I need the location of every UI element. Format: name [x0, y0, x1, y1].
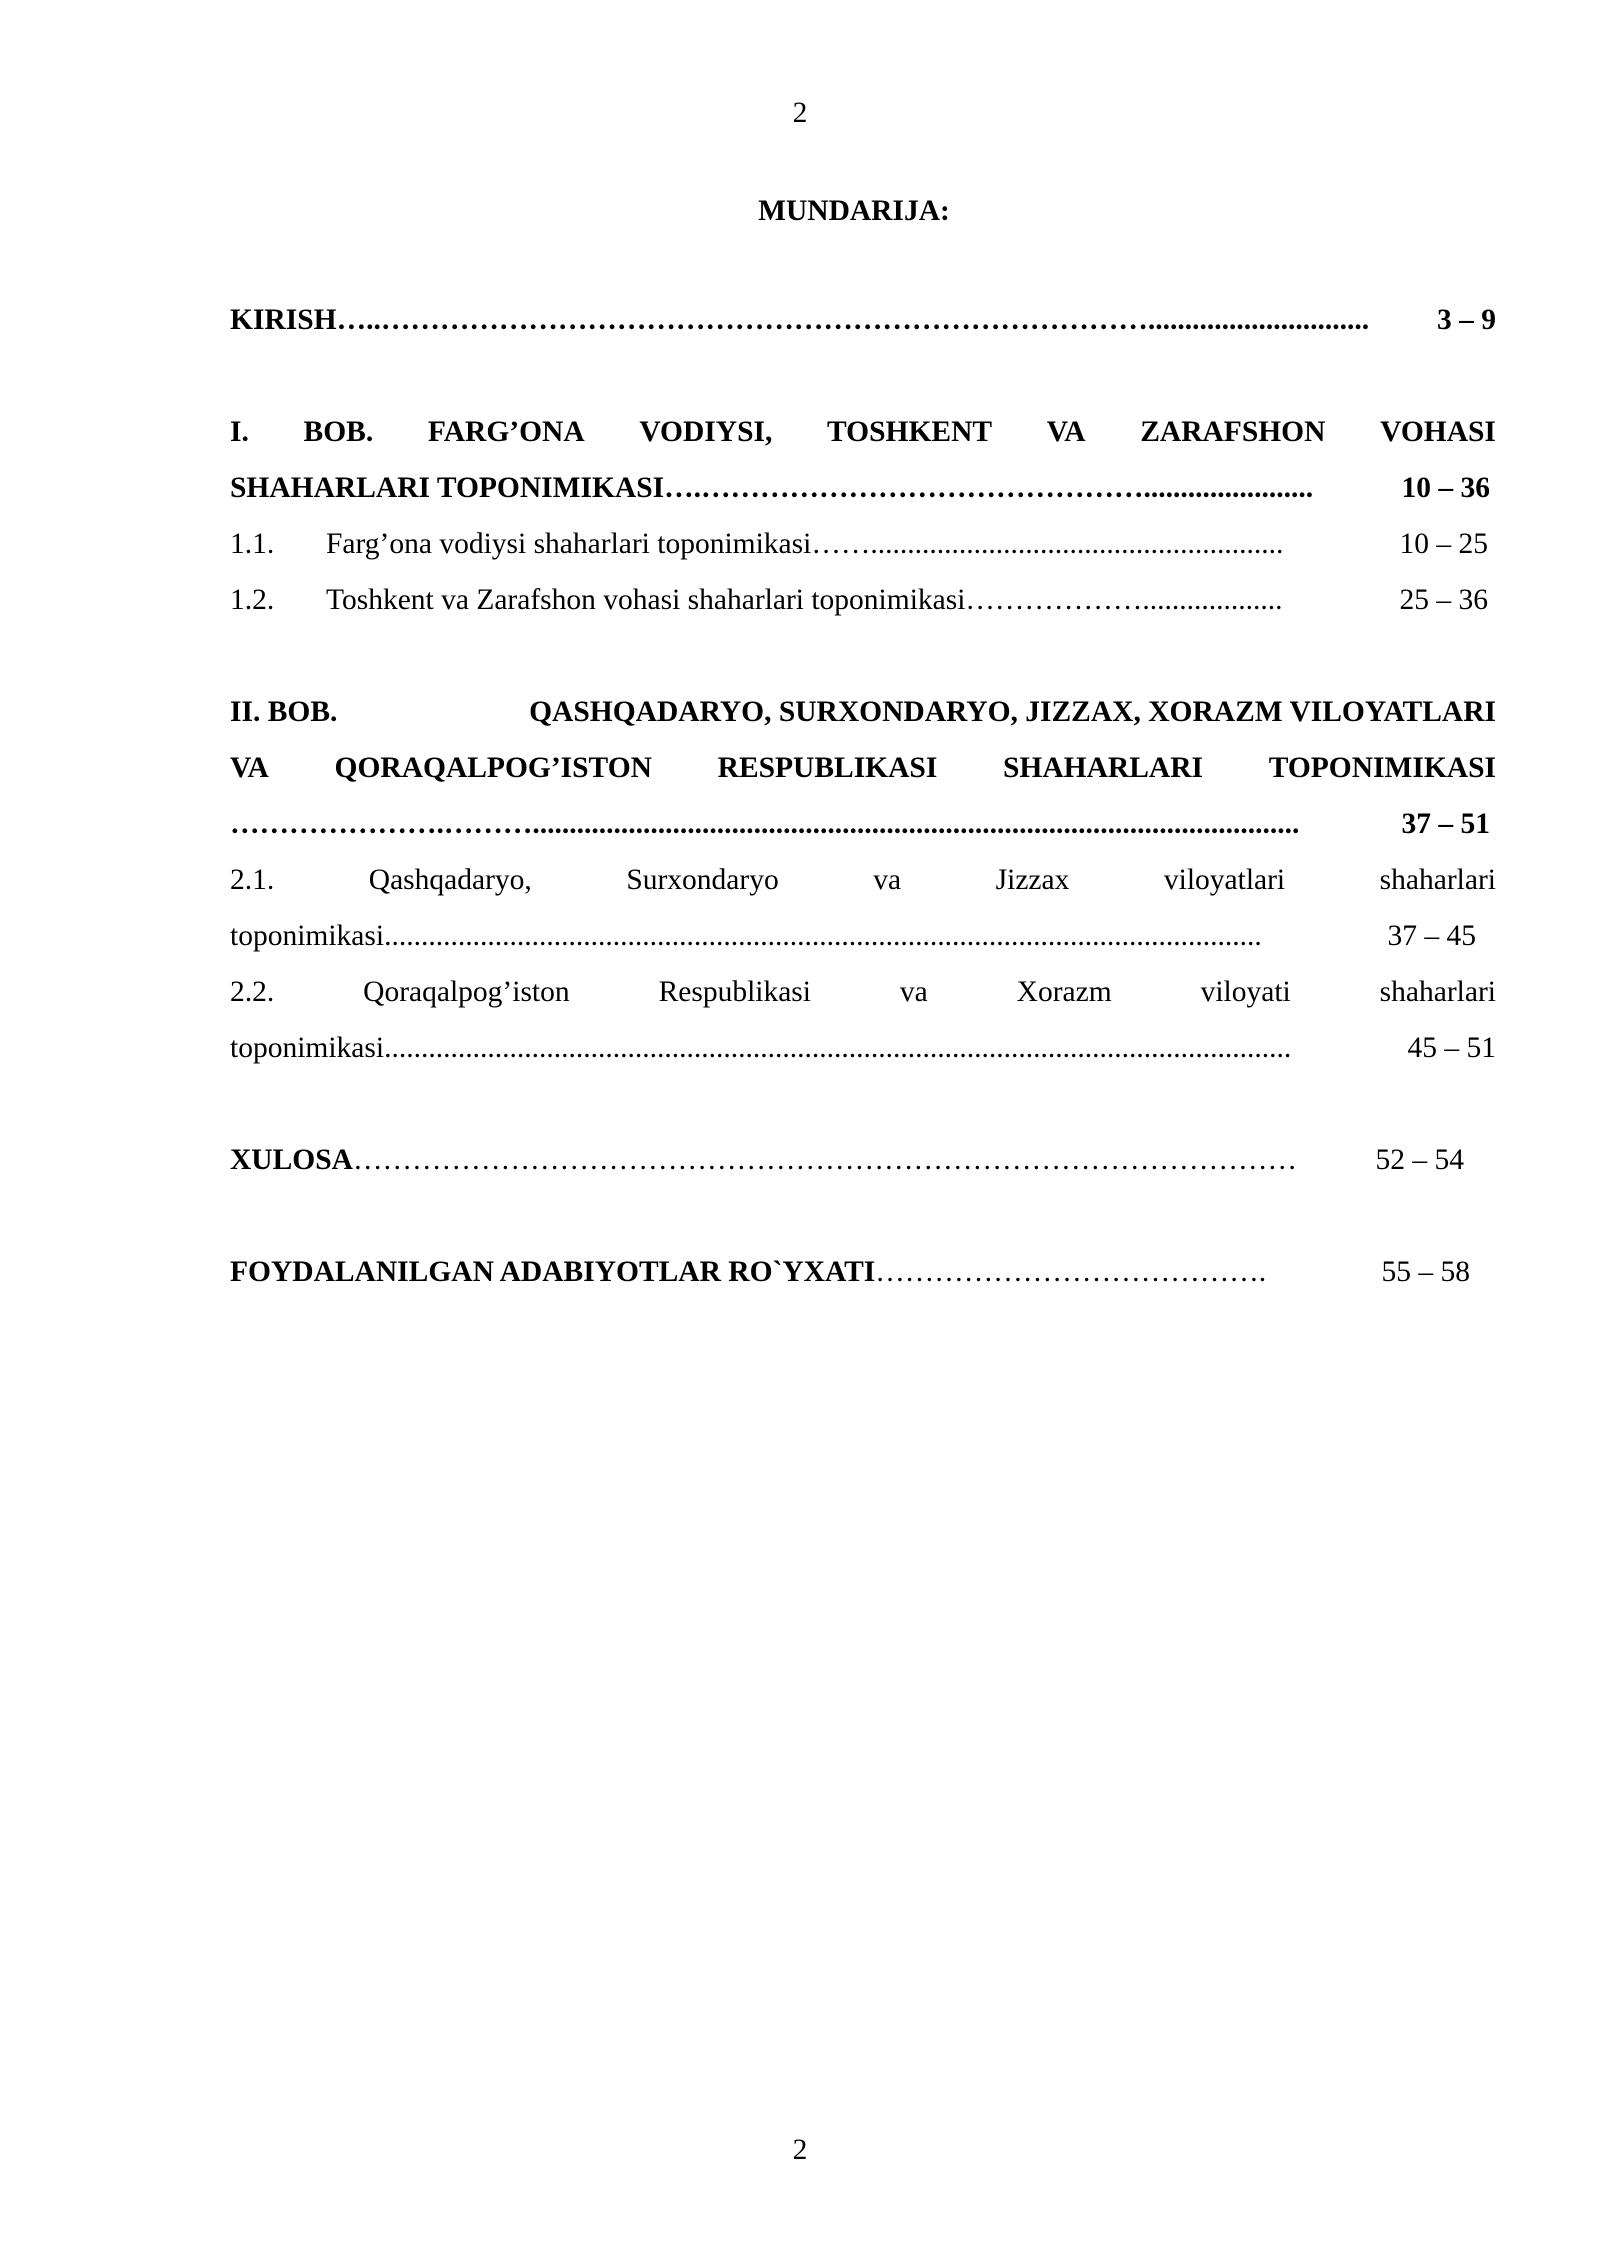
chapter1-heading-line2	[230, 468, 1490, 508]
toc-entry-1-2	[230, 580, 1488, 620]
kirish-leader-dots: …..……………………………………………………………………..............................	[336, 304, 1370, 336]
chapter2-heading-line1	[230, 692, 1496, 732]
chapter1-leader-dots: ….……………………………………….......................	[664, 472, 1314, 504]
chapter1-word: VOHASI	[1380, 416, 1496, 448]
chapter2-pages: 37 – 51	[1401, 808, 1490, 840]
xulosa-pages: 52 – 54	[1375, 1144, 1464, 1176]
section-word: viloyati	[1200, 976, 1291, 1008]
chapter1-word: FARG’ONA	[427, 416, 585, 448]
kirish-label: KIRISH	[230, 304, 337, 336]
chapter1-word: ZARAFSHON	[1140, 416, 1326, 448]
chapter2-lead: II. BOB.	[230, 696, 338, 728]
xulosa-label: XULOSA	[230, 1144, 353, 1176]
section-word: 2.1.	[230, 864, 275, 896]
toc-entry-xulosa	[230, 1140, 1464, 1180]
chapter2-heading-line2	[230, 748, 1496, 788]
toc-entry-2-1-line1	[230, 860, 1496, 900]
toc-entry-2-2-line2	[230, 1028, 1496, 1068]
references-label: FOYDALANILGAN ADABIYOTLAR RO`YXATI	[230, 1256, 876, 1288]
section-pages: 25 – 36	[1399, 584, 1488, 616]
section-title-cont: toponimikasi	[230, 1032, 385, 1064]
section-number: 1.1.	[230, 528, 275, 560]
references-leader-dots: ………………………………….	[875, 1256, 1267, 1288]
page-number-top: 2	[792, 97, 808, 129]
chapter1-word: VODIYSI,	[639, 416, 773, 448]
chapter2-heading-line3	[230, 804, 1490, 844]
chapter2-word: QORAQALPOG’ISTON	[334, 752, 652, 784]
chapter2-word: SHAHARLARI	[1003, 752, 1203, 784]
chapter2-word: TOPONIMIKASI	[1268, 752, 1496, 784]
section-title: Farg’ona vodiysi shaharlari toponimikasi	[326, 528, 812, 560]
section-word: shaharlari	[1379, 864, 1496, 896]
section-word: va	[899, 976, 928, 1008]
chapter1-heading-line1	[230, 412, 1496, 452]
xulosa-leader-dots: ……………………………………………………………………………………	[352, 1144, 1297, 1176]
toc-title: MUNDARIJA:	[758, 195, 950, 227]
chapter1-word: VA	[1046, 416, 1086, 448]
chapter1-label: SHAHARLARI TOPONIMIKASI	[230, 472, 665, 504]
toc-entry-1-1	[230, 524, 1488, 564]
section-pages: 45 – 51	[1407, 1032, 1496, 1064]
chapter1-pages: 10 – 36	[1401, 472, 1490, 504]
section-word: Xorazm	[1016, 976, 1112, 1008]
section-leader-dots: .......................................................................................................................	[384, 920, 1262, 952]
section-leader-dots: ………………...................	[965, 584, 1283, 616]
toc-entry-2-2-line1	[230, 972, 1496, 1012]
section-word: Qashqadaryo,	[368, 864, 532, 896]
toc-entry-2-1-line2	[230, 916, 1476, 956]
section-word: viloyatlari	[1163, 864, 1286, 896]
section-title: Toshkent va Zarafshon vohasi shaharlari toponimikasi	[326, 584, 966, 616]
section-word: Qoraqalpog’iston	[363, 976, 570, 1008]
section-word: va	[873, 864, 902, 896]
toc-entry-references	[230, 1252, 1470, 1292]
section-pages: 37 – 45	[1387, 920, 1476, 952]
chapter2-word: RESPUBLIKASI	[717, 752, 938, 784]
page-number-bottom: 2	[792, 2134, 808, 2166]
chapter2-title-rest: QASHQADARYO, SURXONDARYO, JIZZAX, XORAZM VILOYATLARI	[529, 696, 1496, 728]
section-number: 1.2.	[230, 584, 275, 616]
toc-entry-kirish	[230, 300, 1496, 340]
section-leader-dots: ...........................................................................................................................	[384, 1032, 1292, 1064]
chapter1-word: I.	[230, 416, 249, 448]
references-pages: 55 – 58	[1381, 1256, 1470, 1288]
chapter1-word: TOSHKENT	[827, 416, 993, 448]
chapter2-leader-dots: ………………….………........................................................................................................	[230, 808, 1300, 840]
chapter2-word: VA	[230, 752, 269, 784]
kirish-pages: 3 – 9	[1437, 304, 1496, 336]
section-title-cont: toponimikasi	[230, 920, 385, 952]
section-word: shaharlari	[1379, 976, 1496, 1008]
section-leader-dots: ……........................................................	[811, 528, 1284, 560]
section-word: Respublikasi	[658, 976, 811, 1008]
section-pages: 10 – 25	[1399, 528, 1488, 560]
chapter1-word: BOB.	[303, 416, 374, 448]
section-word: 2.2.	[230, 976, 275, 1008]
section-word: Jizzax	[995, 864, 1070, 896]
section-word: Surxondaryo	[626, 864, 779, 896]
